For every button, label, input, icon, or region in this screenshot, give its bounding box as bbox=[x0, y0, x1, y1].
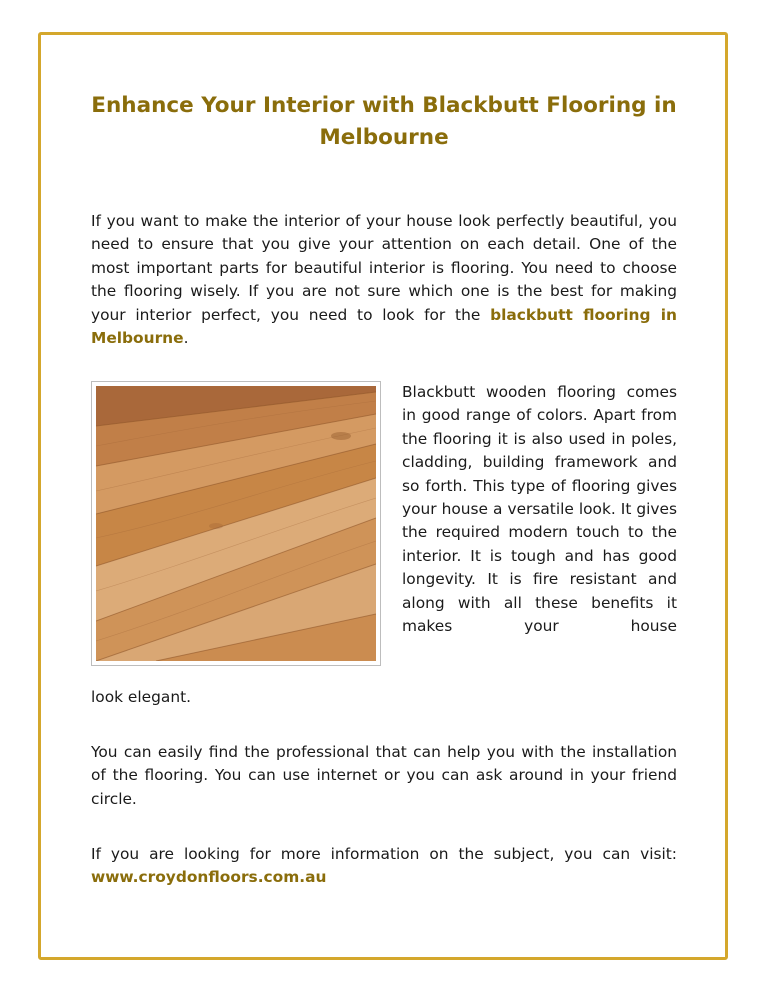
benefits-paragraph: Blackbutt wooden flooring comes in good range of colors. Apart from the flooring it is also used in poles, cladding, building framework and so forth. This type of flooring gives your house a versatile look. It gives the required modern touch to the interior. It is tough and has good longevity. It is fire resistant and along with all these benefits it makes your house bbox=[402, 383, 677, 636]
flooring-photo bbox=[91, 381, 381, 666]
page-title: Enhance Your Interior with Blackbutt Flooring in Melbourne bbox=[91, 93, 677, 150]
more-info-text: If you are looking for more information on the subject, you can visit: bbox=[91, 845, 677, 863]
wood-floor-image bbox=[96, 386, 376, 661]
website-link[interactable]: www.croydonfloors.com.au bbox=[91, 868, 327, 887]
intro-paragraph bbox=[91, 210, 677, 350]
installation-paragraph: You can easily find the professional that can help you with the installation of the flooring. You can use internet or you can ask around in your friend circle. bbox=[91, 743, 677, 808]
intro-text: If you want to make the interior of your house look perfectly beautiful, you need to ensure that you give your attention on each detail. One of the most important parts for beautiful interior is flooring. You need to choose the flooring wisely. If you are not sure which one is the best for making your interior perfect, you need to look for the bbox=[91, 212, 677, 324]
blackbutt-flooring-link[interactable]: blackbutt flooring in Melbourne bbox=[91, 305, 677, 348]
intro-end: . bbox=[183, 329, 189, 348]
more-info-paragraph bbox=[91, 843, 677, 890]
benefits-paragraph-tail: look elegant. bbox=[91, 688, 192, 706]
